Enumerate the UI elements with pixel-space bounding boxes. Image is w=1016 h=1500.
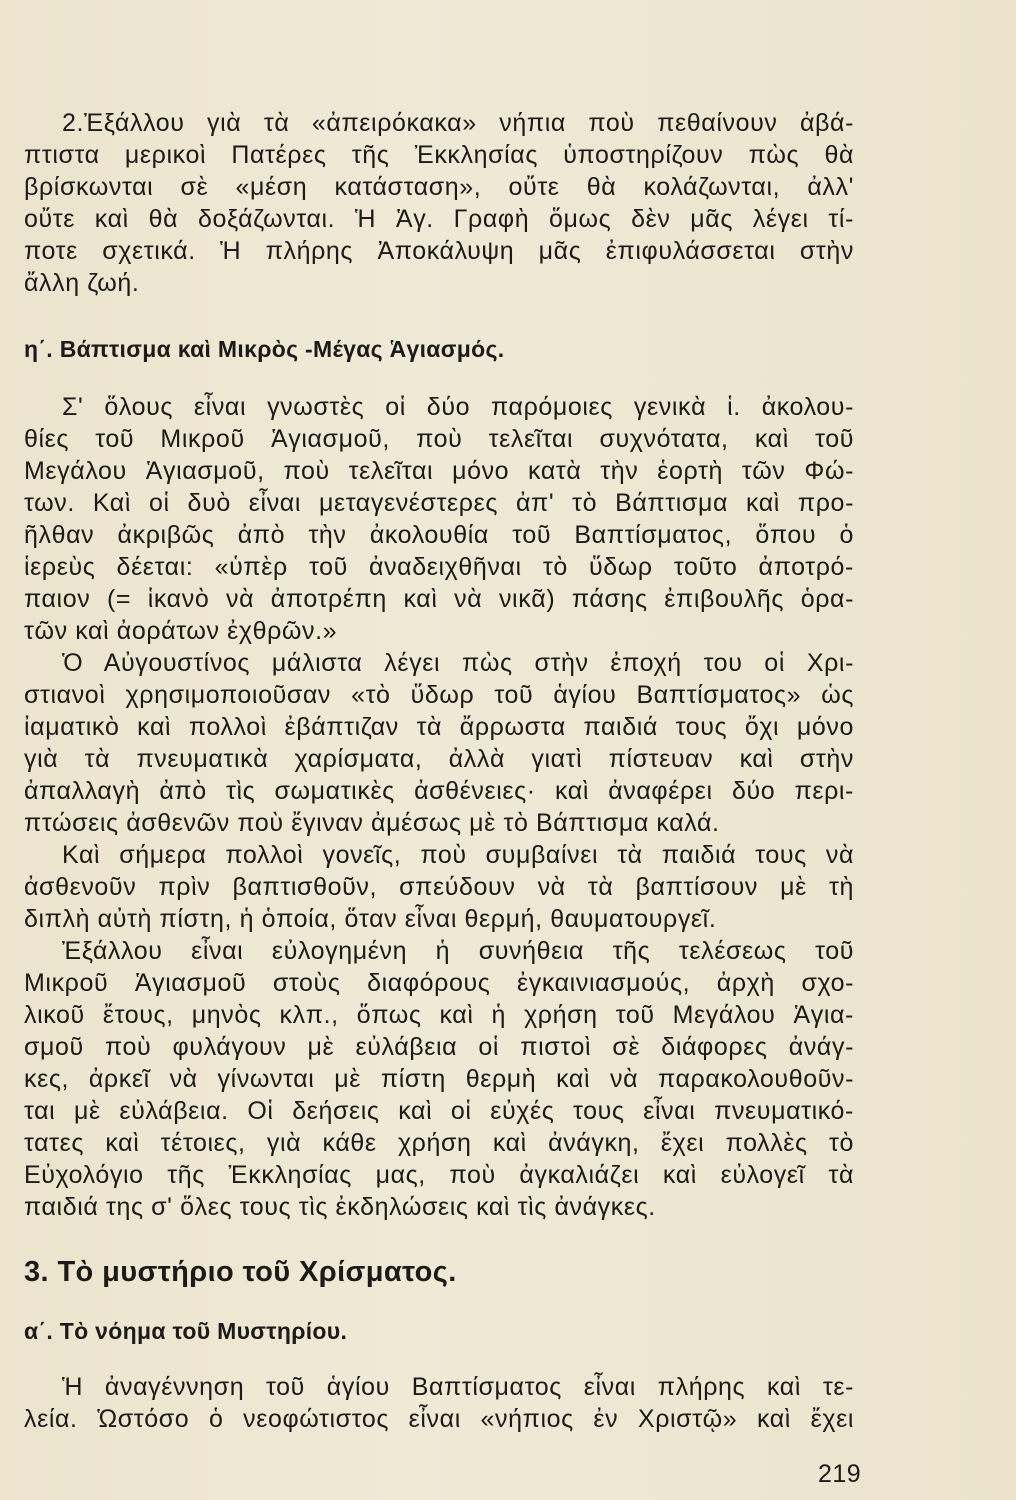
text-line: ἱερεὺς δέεται: «ὑπὲρ τοῦ ἀναδειχθῆναι τὸ ὕδωρ τοῦτο ἀποτρό- [24,553,854,581]
page-number: 219 [818,1460,862,1488]
text-line: ἰαματικὸ καὶ πολλοὶ ἐβάπτιζαν τὰ ἄρρωστα παιδιά τους ὄχι μόνο [24,713,854,741]
text-line: διπλὴ αὐτὴ πίστη, ἡ ὁποία, ὅταν εἶναι θερμή, θαυματουργεῖ. [24,905,717,933]
text-line: ται μὲ εὐλάβεια. Οἱ δεήσεις καὶ οἱ εὐχές τους εἶναι πνευματικό- [24,1097,854,1125]
subheading-baptism-blessing: η΄. Βάπτισμα καὶ Μικρὸς -Μέγας Ἁγιασμός. [24,336,505,362]
text-line: ποτε σχετικά. Ἡ πλήρης Ἀποκάλυψη μᾶς ἐπιφυλάσσεται στὴν [24,237,854,265]
text-line: Ὁ Αὐγουστίνος μάλιστα λέγει πὼς στὴν ἐποχή του οἱ Χρι- [62,649,854,677]
subheading-meaning: α΄. Τὸ νόημα τοῦ Μυστηρίου. [24,1318,348,1344]
text-line: κες, ἀρκεῖ νὰ γίνωνται μὲ πίστη θερμὴ καὶ νὰ παρακολουθοῦν- [24,1065,854,1093]
text-line: λικοῦ ἔτους, μηνὸς κλπ., ὅπως καὶ ἡ χρήση τοῦ Μεγάλου Ἁγια- [24,1001,854,1029]
text-line: των. Καὶ οἱ δυὸ εἶναι μεταγενέστερες ἀπ' τὸ Βάπτισμα καὶ προ- [24,489,854,517]
text-line: ῆλθαν ἀκριβῶς ἀπὸ τὴν ἀκολουθία τοῦ Βαπτίσματος, ὅπου ὁ [24,521,854,549]
text-line: τατες καὶ τέτοιες, γιὰ κάθε χρήση καὶ ἀνάγκη, ἔχει πολλὲς τὸ [24,1129,854,1157]
text-line: Μικροῦ Ἁγιασμοῦ στοὺς διαφόρους ἐγκαινιασμούς, ἀρχὴ σχο- [24,969,854,997]
text-line: παιον (= ἱκανὸ νὰ ἀποτρέπη καὶ νὰ νικᾶ) πάσης ἐπιβουλῆς ὁρα- [24,585,854,613]
text-run: 2.Ἐξάλλου γιὰ τὰ «ἀπειρόκακα» νήπια ποὺ πεθαίνουν ἀβά- [62,109,854,137]
text-line: οὔτε καὶ θὰ δοξάζωνται. Ἡ Ἁγ. Γραφὴ ὅμως δὲν μᾶς λέγει τί- [24,205,854,233]
text-line: Ἐξάλλου εἶναι εὐλογημένη ἡ συνήθεια τῆς τελέσεως τοῦ [62,937,854,965]
text-line [24,108,854,138]
text-line: θίες τοῦ Μικροῦ Ἁγιασμοῦ, ποὺ τελεῖται συχνότατα, καὶ τοῦ [24,425,854,453]
text-line: πτώσεις ἀσθενῶν ποὺ ἔγιναν ἀμέσως μὲ τὸ Βάπτισμα καλά. [24,809,720,837]
text-line: Μεγάλου Ἁγιασμοῦ, ποὺ τελεῖται μόνο κατὰ τὴν ἑορτὴ τῶν Φώ- [24,457,854,485]
text-line: πτιστα μερικοὶ Πατέρες τῆς Ἐκκλησίας ὑποστηρίζουν πὼς θὰ [24,141,854,169]
text-line: ἀπαλλαγὴ ἀπὸ τὶς σωματικὲς ἀσθένειες· καὶ ἀναφέρει δύο περι- [24,777,854,805]
text-line: λεία. Ὡστόσο ὁ νεοφώτιστος εἶναι «νήπιος ἐν Χριστῷ» καὶ ἔχει [24,1405,854,1433]
text-line: παιδιά της σ' ὅλες τους τὶς ἐκδηλώσεις καὶ τὶς ἀνάγκες. [24,1193,656,1221]
text-line: ἀσθενοῦν πρὶν βαπτισθοῦν, σπεύδουν νὰ τὰ βαπτίσουν μὲ τὴ [24,873,854,901]
text-line: βρίσκωνται σὲ «μέση κατάσταση», οὔτε θὰ κολάζωνται, ἀλλ' [24,173,854,201]
text-line: γιὰ τὰ πνευματικὰ χαρίσματα, ἀλλὰ γιατὶ πίστευαν καὶ στὴν [24,745,854,773]
text-line: Ἡ ἀναγέννηση τοῦ ἁγίου Βαπτίσματος εἶναι πλήρης καὶ τε- [62,1373,854,1401]
text-line: Σ' ὅλους εἶναι γνωστὲς οἱ δύο παρόμοιες γενικὰ ἱ. ἀκολου- [62,393,854,421]
text-line: σμοῦ ποὺ φυλάγουν μὲ εὐλάβεια οἱ πιστοὶ σὲ διάφορες ἀνάγ- [24,1033,854,1061]
text-line: Καὶ σήμερα πολλοὶ γονεῖς, ποὺ συμβαίνει τὰ παιδιά τους νὰ [62,841,854,869]
section-heading-chrismation: 3. Τὸ μυστήριο τοῦ Χρίσματος. [24,1256,457,1288]
text-line: ἄλλη ζωή. [24,269,140,297]
text-line: στιανοὶ χρησιμοποιοῦσαν «τὸ ὕδωρ τοῦ ἁγίου Βαπτίσματος» ὡς [24,681,854,709]
text-line: Εὐχολόγιο τῆς Ἐκκλησίας μας, ποὺ ἀγκαλιάζει καὶ εὐλογεῖ τὰ [24,1161,854,1189]
text-line: τῶν καὶ ἀοράτων ἐχθρῶν.» [24,617,338,645]
